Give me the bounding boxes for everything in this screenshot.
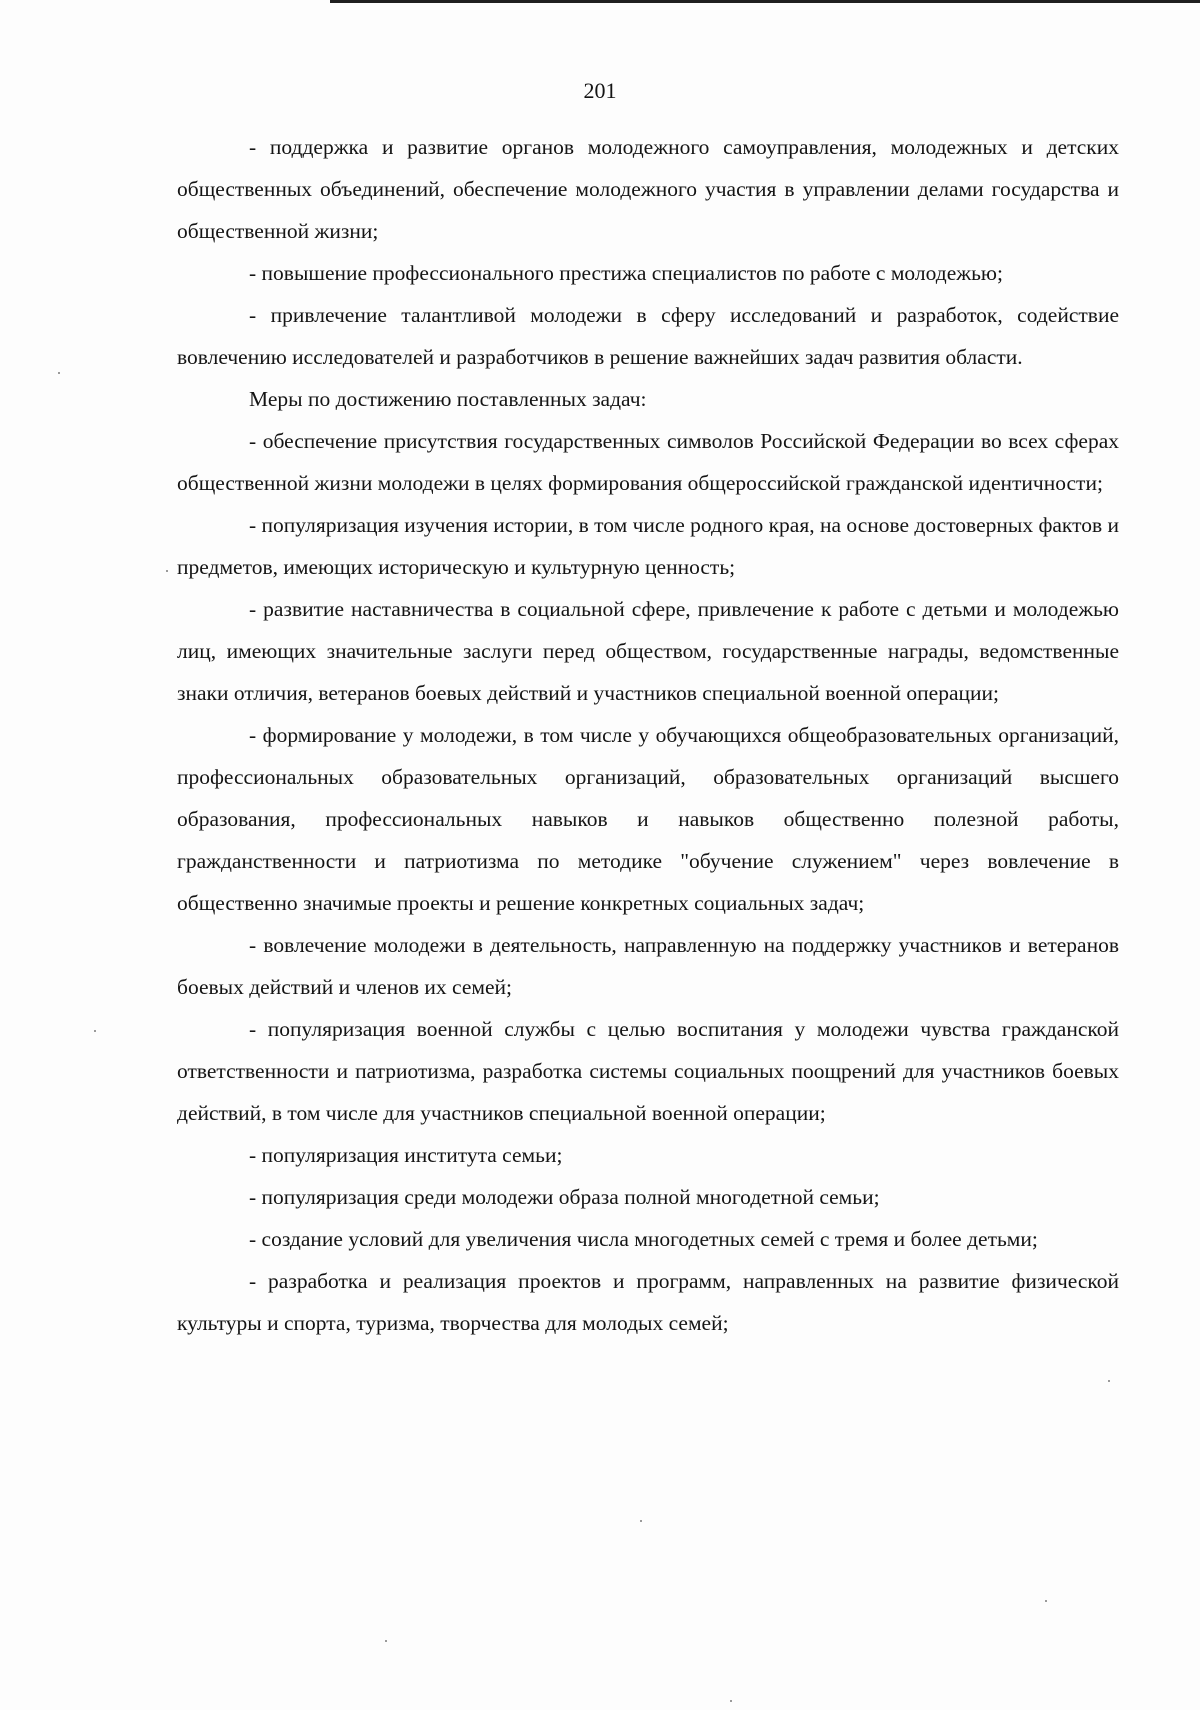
paragraph-young-families-programs: - разработка и реализация проектов и программ, направленных на развитие физической культуры и спорта, туризма, творчества для молодых семей; [177, 1269, 1119, 1335]
paragraph-service-learning: - формирование у молодежи, в том числе у обучающихся общеобразовательных организаций, профессиональных образовательных организаций, образовательных организаций высшего образования, профессиональных навыков и навыков общественно полезной работы, гражданственности и патриотизма по методике "обучение служением" через вовлечение в общественно значимые проекты и решение конкретных социальных задач; [177, 723, 1119, 915]
scan-speck [166, 570, 168, 572]
paragraph-veterans-support: - вовлечение молодежи в деятельность, направленную на поддержку участников и ветеранов боевых действий и членов их семей; [177, 933, 1119, 999]
scan-speck [1045, 1600, 1047, 1602]
paragraph-mentorship: - развитие наставничества в социальной сфере, привлечение к работе с детьми и молодежью лиц, имеющих значительные заслуги перед обществом, государственные награды, ведомственные знаки отличия, ветеранов боевых действий и участников специальной военной операции; [177, 597, 1119, 705]
paragraph-youth-self-government: - поддержка и развитие органов молодежного самоуправления, молодежных и детских общественных объединений, обеспечение молодежного участия в управлении делами государства и общественной жизни; [177, 135, 1119, 243]
paragraph-family-institution: - популяризация института семьи; [249, 1143, 563, 1167]
paragraph-measures-heading: Меры по достижению поставленных задач: [249, 387, 647, 411]
paragraph-military-service: - популяризация военной службы с целью воспитания у молодежи чувства гражданской ответственности и патриотизма, разработка системы социальных поощрений для участников боевых действий, в том числе для участников специальной военной операции; [177, 1017, 1119, 1125]
paragraph-talented-youth-research: - привлечение талантливой молодежи в сферу исследований и разработок, содействие вовлечению исследователей и разработчиков в решение важнейших задач развития области. [177, 303, 1119, 369]
scan-speck [1108, 1380, 1110, 1382]
paragraph-history-popularization: - популяризация изучения истории, в том числе родного края, на основе достоверных фактов и предметов, имеющих историческую и культурную ценность; [177, 513, 1119, 579]
body-text [177, 126, 1119, 1344]
scan-speck [730, 1700, 732, 1702]
paragraph-large-family-conditions: - создание условий для увеличения числа многодетных семей с тремя и более детьми; [249, 1227, 1038, 1251]
scan-speck [640, 1520, 642, 1522]
paragraph-large-family-image: - популяризация среди молодежи образа полной многодетной семьи; [249, 1185, 880, 1209]
page-number: 201 [583, 78, 617, 103]
paragraph-specialist-prestige: - повышение профессионального престижа специалистов по работе с молодежью; [249, 261, 1003, 285]
scan-speck [94, 1030, 96, 1032]
scan-speck [58, 372, 60, 374]
top-edge-rule [330, 0, 1200, 3]
scan-speck [385, 1640, 387, 1642]
paragraph-state-symbols: - обеспечение присутствия государственных символов Российской Федерации во всех сферах общественной жизни молодежи в целях формирования общероссийской гражданской идентичности; [177, 429, 1119, 495]
